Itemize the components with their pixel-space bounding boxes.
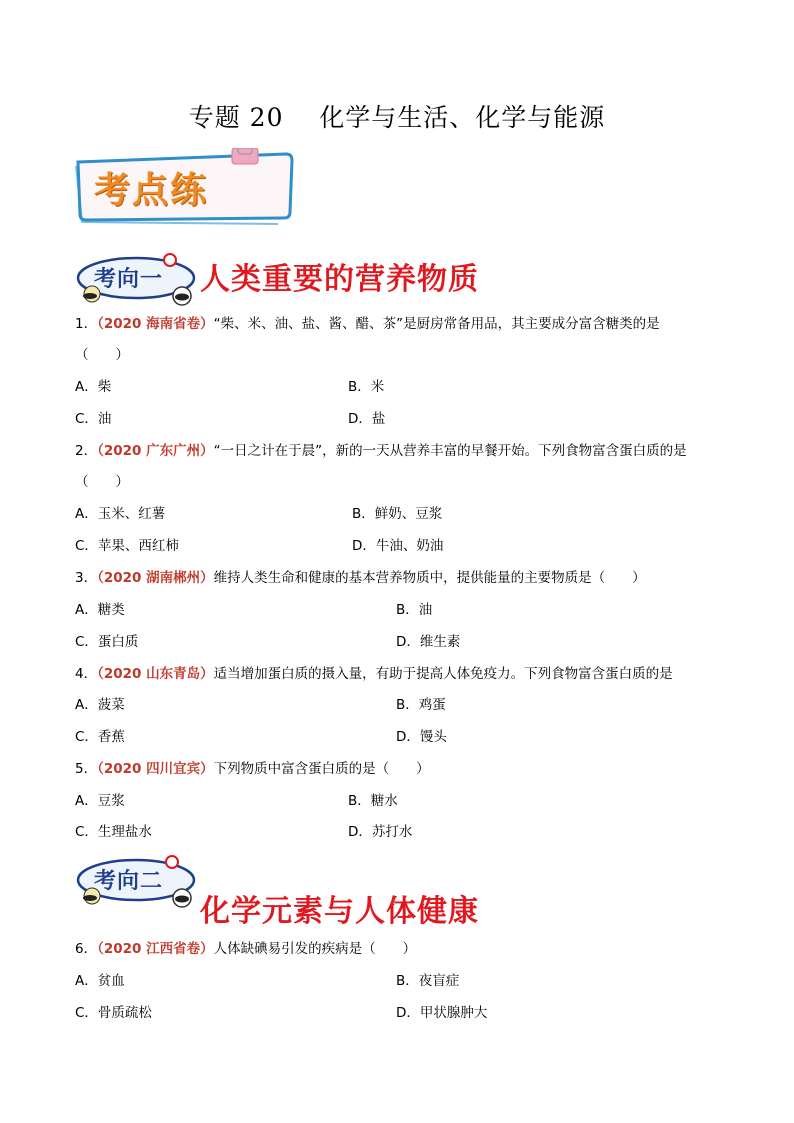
question-stem: 下列物质中富含蛋白质的是（ ）: [213, 761, 430, 777]
option-c: C．生理盐水: [75, 824, 152, 840]
option-d: D．牛油、奶油: [352, 538, 444, 554]
badge-text: 考向一: [94, 266, 164, 292]
question-stem: “一日之计在于晨”，新的一天从营养丰富的早餐开始。下列食物富含蛋白质的是: [213, 443, 687, 459]
kaodian-banner: [72, 148, 297, 226]
option-c: C．苹果、西红柿: [75, 538, 179, 554]
question-5: [75, 759, 430, 779]
option-b: B．油: [396, 602, 433, 618]
option-a: A．玉米、红薯: [75, 506, 166, 522]
option-a: A．豆浆: [75, 793, 125, 809]
question-1-paren: （ ）: [75, 347, 129, 363]
question-number: 2．: [75, 443, 98, 459]
section-title-1: 人类重要的营养物质: [200, 262, 479, 297]
section-badge-2: [72, 850, 207, 920]
option-c: C．蛋白质: [75, 634, 139, 650]
option-b: B．米: [348, 379, 385, 395]
question-source: （2020 江西省卷）: [97, 941, 214, 957]
option-b: B．鸡蛋: [396, 697, 446, 713]
badge-text: 考向二: [94, 868, 164, 894]
question-stem: 维持人类生命和健康的基本营养物质中，提供能量的主要物质是（ ）: [213, 570, 646, 586]
question-number: 5．: [75, 761, 98, 777]
question-source: （2020 四川宜宾）: [97, 761, 214, 777]
question-source: （2020 山东青岛）: [97, 666, 214, 682]
option-d: D．馒头: [396, 729, 447, 745]
option-b: B．鲜奶、豆浆: [352, 506, 443, 522]
option-a: A．贫血: [75, 973, 125, 989]
question-2-paren: （ ）: [75, 474, 129, 490]
question-number: 3．: [75, 570, 98, 586]
question-source: （2020 广东广州）: [97, 443, 214, 459]
option-a: A．菠菜: [75, 697, 125, 713]
option-d: D．盐: [348, 411, 386, 427]
option-c: C．香蕉: [75, 729, 125, 745]
option-b: B．夜盲症: [396, 973, 460, 989]
question-stem: “柴、米、油、盐、酱、醋、茶”是厨房常备用品，其主要成分富含糖类的是: [213, 316, 660, 332]
question-stem: 人体缺碘易引发的疾病是（ ）: [213, 941, 417, 957]
question-6: [75, 939, 416, 959]
question-1: [75, 314, 660, 334]
option-d: D．维生素: [396, 634, 461, 650]
question-number: 1．: [75, 316, 98, 332]
option-d: D．甲状腺肿大: [396, 1005, 488, 1021]
page-title: 专题 20 化学与生活、化学与能源: [188, 103, 606, 132]
question-3: [75, 568, 646, 588]
option-a: A．柴: [75, 379, 112, 395]
question-number: 4．: [75, 666, 98, 682]
option-a: A．糖类: [75, 602, 125, 618]
question-source: （2020 湖南郴州）: [97, 570, 214, 586]
option-c: C．骨质疏松: [75, 1005, 152, 1021]
banner-label: 考点练: [94, 170, 209, 211]
section-title-2: 化学元素与人体健康: [200, 894, 479, 929]
question-2: [75, 441, 687, 461]
question-number: 6．: [75, 941, 98, 957]
option-d: D．苏打水: [348, 824, 413, 840]
question-stem: 适当增加蛋白质的摄入量，有助于提高人体免疫力。下列食物富含蛋白质的是: [213, 666, 673, 682]
question-4: [75, 664, 673, 684]
option-b: B．糖水: [348, 793, 398, 809]
section-badge-1: [72, 250, 207, 320]
question-source: （2020 海南省卷）: [97, 316, 214, 332]
option-c: C．油: [75, 411, 112, 427]
